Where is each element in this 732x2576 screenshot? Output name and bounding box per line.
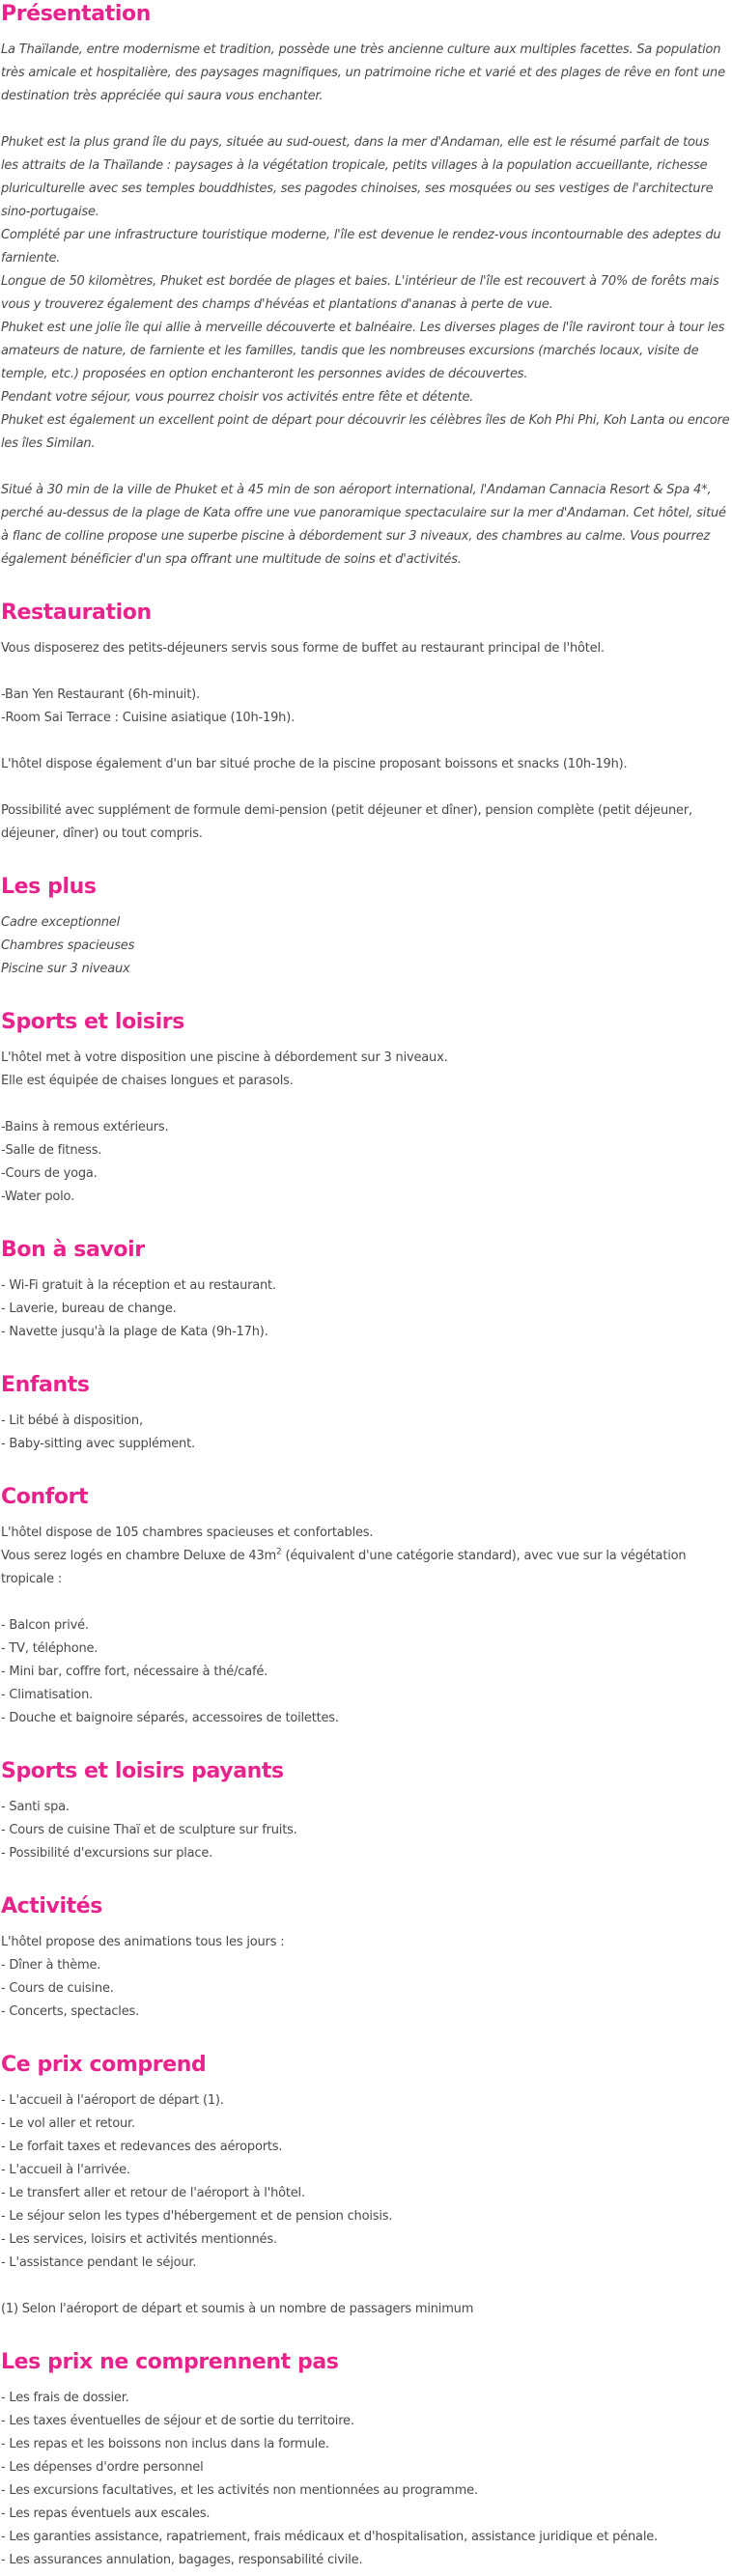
text-line: (1) Selon l'aéroport de départ et soumis à un nombre de passagers minimum (1, 2302, 474, 2316)
text-line: - TV, téléphone. (1, 1641, 99, 1656)
text-line: - L'assistance pendant le séjour. (1, 2255, 197, 2270)
section-0 (1, 0, 730, 572)
text-line: - Dîner à thème. (1, 1958, 101, 1973)
section-title: Activités (1, 1894, 102, 1918)
text-line: Vous disposerez des petits-déjeuners servis sous forme de buffet au restaurant principal de l'hôtel. (1, 641, 605, 656)
text-line: - Laverie, bureau de change. (1, 1302, 177, 1316)
paragraph-gap (1, 108, 730, 131)
text-line: - Les taxes éventuelles de séjour et de sortie du territoire. (1, 2414, 354, 2428)
paragraph-gap (1, 2275, 730, 2298)
text-line: Phuket est également un excellent point de départ pour découvrir les célèbres îles de Koh Phi Phi, Koh Lanta ou encore les îles Similan. (1, 413, 730, 451)
text-line: - Les excursions facultatives, et les activités non mentionnées au programme. (1, 2483, 478, 2498)
paragraph-gap (1, 1093, 730, 1116)
text-line: -Room Sai Terrace : Cuisine asiatique (10h-19h). (1, 711, 296, 725)
text-line: L'hôtel dispose également d'un bar situé proche de la piscine proposant boissons et snacks (10h-19h). (1, 757, 628, 771)
text-line: Complété par une infrastructure touristique moderne, l'île est devenue le rendez-vous incontournable des adeptes du farniente. (1, 228, 721, 266)
text-line: - Les services, loisirs et activités mentionnés. (1, 2232, 277, 2247)
text-line: - Balcon privé. (1, 1618, 89, 1633)
text-line: Elle est équipée de chaises longues et parasols. (1, 1074, 294, 1088)
text-line: Pendant votre séjour, vous pourrez choisir vos activités entre fête et détente. (1, 390, 474, 405)
text-line: La Thaïlande, entre modernisme et tradition, possède une très ancienne culture aux multiples facettes. Sa population très amicale et hospitalière, des paysages magnifiques, un patrimoine riche et varié et des plages de rêve en font une destination très appréciée qui saura vous enchanter. (1, 42, 725, 103)
paragraph-gap (1, 1591, 730, 1614)
text-line: -Cours de yoga. (1, 1166, 98, 1181)
text-line: - Mini bar, coffre fort, nécessaire à thé/café. (1, 1665, 268, 1679)
section-3 (1, 1008, 730, 1209)
text-line: Situé à 30 min de la ville de Phuket et à 45 min de son aéroport international, l'Andaman Cannacia Resort & Spa 4*, perché au-dessus de la plage de Kata offre une vue panoramique spectaculaire sur la mer d'Andaman. Cet hôtel, situé à flanc de colline propose une superbe piscine à débordement sur 3 niveaux, des chambres au calme. Vous pourrez également bénéficier d'un spa offrant une multitude de soins et d'activités. (1, 483, 726, 567)
section-2 (1, 873, 730, 981)
text-line: - Les garanties assistance, rapatriement, frais médicaux et d'hospitalisation, assistance juridique et pénale. (1, 2530, 658, 2544)
section-5 (1, 1371, 730, 1456)
text-line: - Le transfert aller et retour de l'aéroport à l'hôtel. (1, 2186, 305, 2200)
section-title: Ce prix comprend (1, 2053, 207, 2077)
text-line: - L'accueil à l'aéroport de départ (1). (1, 2093, 224, 2108)
text-line: - Le forfait taxes et redevances des aéroports. (1, 2140, 283, 2154)
section-6 (1, 1483, 730, 1730)
text-line: -Bains à remous extérieurs. (1, 1120, 169, 1134)
text-line: L'hôtel dispose de 105 chambres spacieuses et confortables. (1, 1526, 374, 1540)
section-title: Présentation (1, 2, 151, 26)
text-line: Chambres spacieuses (1, 938, 135, 953)
section-title: Les plus (1, 875, 97, 899)
room-description-line (1, 1545, 730, 1591)
section-title: Sports et loisirs payants (1, 1759, 284, 1783)
text-line: - Wi-Fi gratuit à la réception et au restaurant. (1, 1278, 276, 1293)
section-7 (1, 1757, 730, 1865)
text-line: - Les repas éventuels aux escales. (1, 2506, 211, 2521)
text-line: - Les frais de dossier. (1, 2391, 129, 2405)
paragraph-gap (1, 730, 730, 753)
text-line: - Le vol aller et retour. (1, 2116, 135, 2131)
text-line: - Possibilité d'excursions sur place. (1, 1846, 213, 1861)
text-line: Cadre exceptionnel (1, 915, 121, 930)
text-line: - Les repas et les boissons non inclus dans la formule. (1, 2437, 329, 2451)
text-line: - Climatisation. (1, 1688, 94, 1702)
text-line: - Les dépenses d'ordre personnel (1, 2460, 204, 2475)
section-8 (1, 1892, 730, 2024)
paragraph-gap (1, 660, 730, 684)
text-line: - Lit bébé à disposition, (1, 1414, 143, 1428)
paragraph-gap (1, 456, 730, 479)
room-text-before: Vous serez logés en chambre Deluxe de 43m (1, 1549, 276, 1563)
text-line: - Douche et baignoire séparés, accessoires de toilettes. (1, 1711, 339, 1725)
text-line: L'hôtel propose des animations tous les jours : (1, 1935, 285, 1949)
text-line: - Concerts, spectacles. (1, 2004, 140, 2019)
section-1 (1, 599, 730, 846)
text-line: -Salle de fitness. (1, 1143, 102, 1158)
text-line: - Cours de cuisine Thaï et de sculpture sur fruits. (1, 1823, 297, 1837)
section-4 (1, 1236, 730, 1344)
text-line: Longue de 50 kilomètres, Phuket est bordée de plages et baies. L'intérieur de l'île est recouvert à 70% de forêts mais vous y trouverez également des champs d'hévéas et plantations d'ananas à perte de vue. (1, 274, 719, 312)
text-line: -Ban Yen Restaurant (6h-minuit). (1, 687, 200, 702)
text-line: - Cours de cuisine. (1, 1981, 114, 1996)
text-line: - Baby-sitting avec supplément. (1, 1437, 195, 1451)
text-line: - Santi spa. (1, 1800, 70, 1814)
section-10 (1, 2348, 730, 2572)
superscript-squared: 2 (276, 1547, 282, 1557)
paragraph-gap (1, 776, 730, 799)
text-line: L'hôtel met à votre disposition une piscine à débordement sur 3 niveaux. (1, 1050, 448, 1065)
section-title: Les prix ne comprennent pas (1, 2350, 339, 2374)
text-line: - Navette jusqu'à la plage de Kata (9h-17h). (1, 1325, 268, 1339)
text-line: - Les assurances annulation, bagages, responsabilité civile. (1, 2553, 363, 2567)
text-line: - L'accueil à l'arrivée. (1, 2163, 130, 2177)
text-line: - Le séjour selon les types d'hébergement et de pension choisis. (1, 2209, 393, 2224)
section-title: Sports et loisirs (1, 1010, 184, 1034)
text-line: Piscine sur 3 niveaux (1, 962, 130, 976)
section-title: Restauration (1, 601, 152, 625)
text-line: Phuket est la plus grand île du pays, située au sud-ouest, dans la mer d'Andaman, elle est le résumé parfait de tous les attraits de la Thaïlande : paysages à la végétation tropicale, petits villages à la population accueillante, richesse pluriculturelle avec ses temples bouddhistes, ses pagodes chinoises, ses mosquées ou ses vestiges de l'architecture sino-portugaise. (1, 135, 714, 219)
room-text-after: (équivalent d'une catégorie standard), avec vue sur la végétation tropicale : (1, 1549, 687, 1586)
text-line: -Water polo. (1, 1190, 74, 1204)
text-line: Phuket est une jolie île qui allie à merveille découverte et balnéaire. Les diverses plages de l'île raviront tour à tour les amateurs de nature, de farniente et les familles, tandis que les nombreuses excursions (marchés locaux, visite de temple, etc.) proposées en option enchanteront les personnes avides de découvertes. (1, 321, 725, 381)
section-9 (1, 2051, 730, 2321)
section-title: Enfants (1, 1373, 90, 1397)
section-title: Bon à savoir (1, 1238, 145, 1262)
section-title: Confort (1, 1485, 89, 1509)
text-line: Possibilité avec supplément de formule demi-pension (petit déjeuner et dîner), pension complète (petit déjeuner, déjeuner, dîner) ou tout compris. (1, 803, 692, 841)
